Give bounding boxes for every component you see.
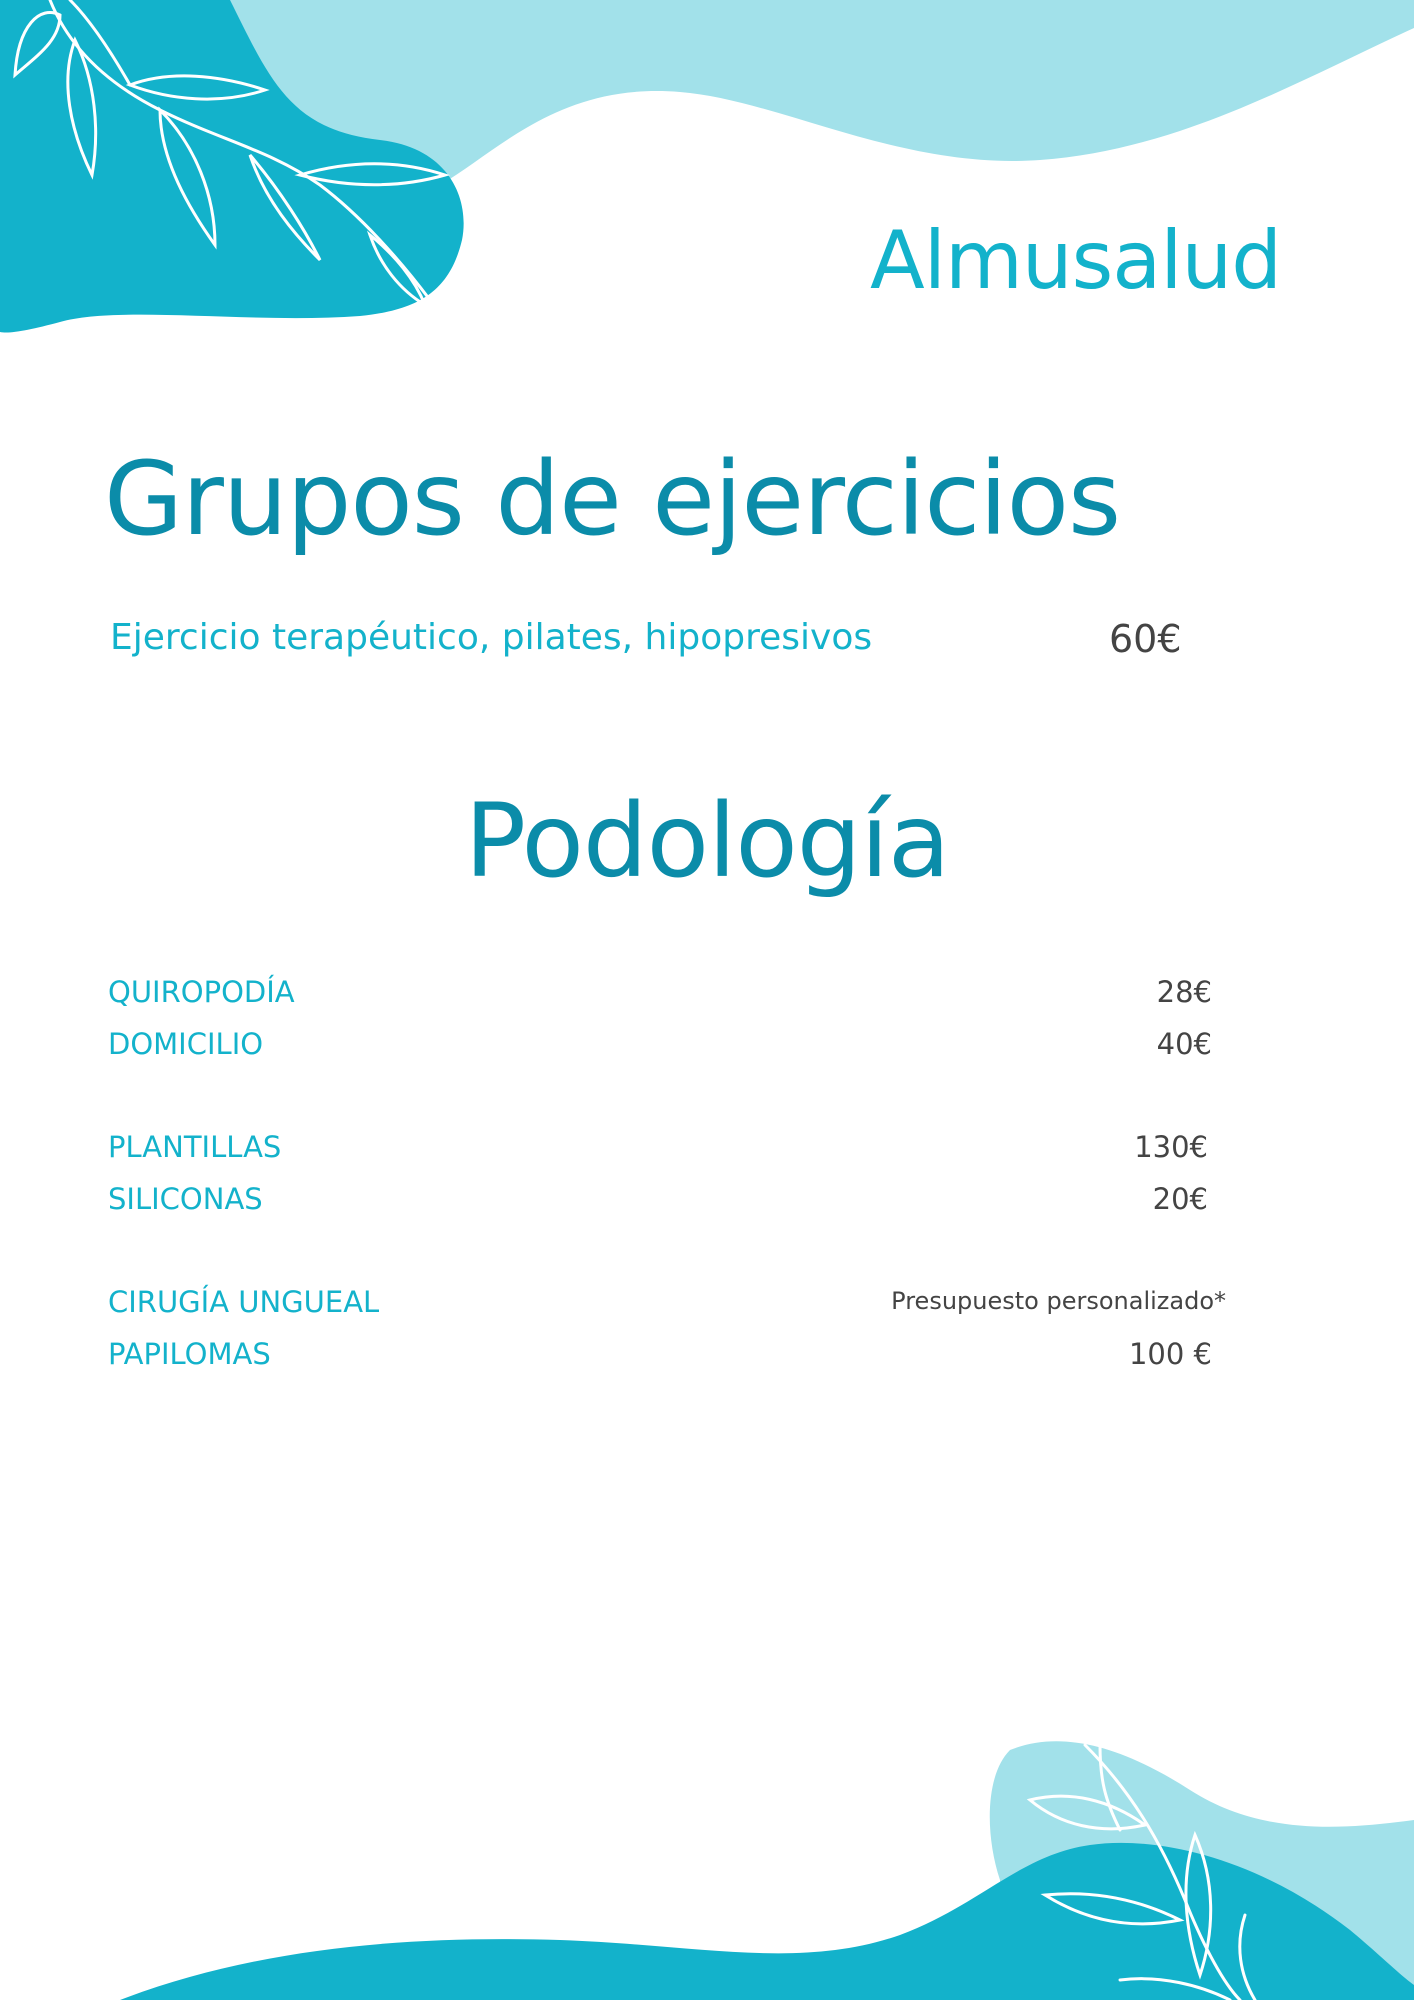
service-price: 130€ bbox=[1134, 1130, 1208, 1164]
service-label: PAPILOMAS bbox=[108, 1337, 271, 1371]
price-row bbox=[108, 1182, 1212, 1222]
service-price: 60€ bbox=[1109, 617, 1182, 661]
price-row bbox=[110, 617, 1190, 667]
service-label: PLANTILLAS bbox=[108, 1130, 282, 1164]
section-title-exercise-groups: Grupos de ejercicios bbox=[104, 440, 1121, 559]
service-price: 28€ bbox=[1156, 975, 1212, 1009]
service-price: Presupuesto personalizado* bbox=[891, 1287, 1226, 1315]
price-row bbox=[108, 1027, 1212, 1067]
service-label: SILICONAS bbox=[108, 1182, 263, 1216]
price-row bbox=[108, 975, 1212, 1015]
service-price: 40€ bbox=[1156, 1027, 1212, 1061]
service-price: 20€ bbox=[1152, 1182, 1208, 1216]
brand-logo: Almusalud bbox=[870, 214, 1281, 307]
price-row bbox=[108, 1337, 1212, 1377]
service-label: QUIROPODÍA bbox=[108, 975, 295, 1009]
service-price: 100 € bbox=[1128, 1337, 1212, 1371]
service-label: DOMICILIO bbox=[108, 1027, 264, 1061]
bottom-dark-wave bbox=[120, 1843, 1414, 2000]
price-row bbox=[108, 1285, 1226, 1325]
price-row bbox=[108, 1130, 1212, 1170]
service-label: Ejercicio terapéutico, pilates, hipopresivos bbox=[110, 617, 873, 658]
service-label: CIRUGÍA UNGUEAL bbox=[108, 1285, 380, 1319]
section-title-podology: Podología bbox=[464, 782, 950, 901]
